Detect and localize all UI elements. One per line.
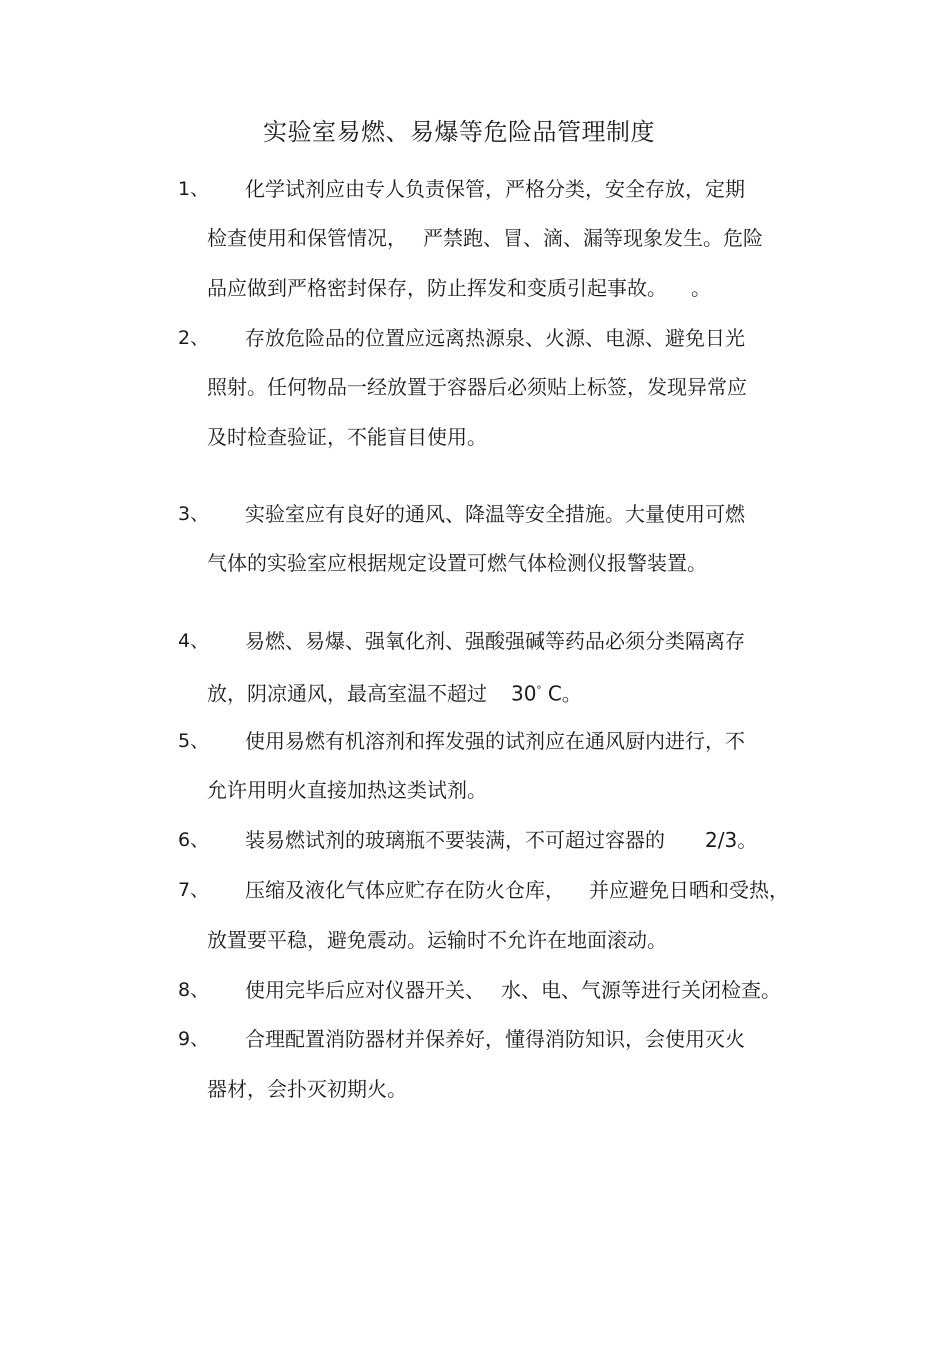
- item-text-segment: 使用完毕后应对仪器开关、: [245, 978, 485, 1002]
- item-text-segment: 并应避免日晒和受热，: [589, 878, 789, 902]
- fraction-value: 2/3。: [705, 828, 758, 852]
- item-number: 4、: [178, 630, 210, 652]
- item-text-line: 合理配置消防器材并保养好，懂得消防知识，会使用灭火: [245, 1027, 745, 1051]
- temperature-value: 30: [511, 681, 537, 706]
- item-text-line: 使用易燃有机溶剂和挥发强的试剂应在通风厨内进行，不: [245, 729, 745, 753]
- item-number: 2、: [178, 327, 210, 349]
- item-number: 8、: [178, 979, 210, 1001]
- item-text-segment: 检查使用和保管情况，: [207, 226, 407, 250]
- item-text-line: 实验室应有良好的通风、降温等安全措施。大量使用可燃: [245, 502, 745, 526]
- item-text-line: 及时检查验证，不能盲目使用。: [207, 425, 487, 449]
- item-text-line: 气体的实验室应根据规定设置可燃气体检测仪报警装置。: [207, 551, 707, 575]
- document-title: 实验室易燃、易爆等危险品管理制度: [263, 118, 655, 146]
- item-text-line: 易燃、易爆、强氧化剂、强酸强碱等药品必须分类隔离存: [245, 629, 745, 653]
- item-text-line: 放置要平稳，避免震动。运输时不允许在地面滚动。: [207, 928, 667, 952]
- item-number: 3、: [178, 503, 210, 525]
- item-number: 9、: [178, 1028, 210, 1050]
- temperature-unit: C。: [547, 681, 582, 706]
- item-text-segment: 水、电、气源等进行关闭检查。: [501, 978, 781, 1002]
- item-number: 1、: [178, 178, 210, 200]
- item-text-segment: 装易燃试剂的玻璃瓶不要装满，不可超过容器的: [245, 828, 665, 852]
- item-text-line: 化学试剂应由专人负责保管，严格分类，安全存放，定期: [245, 177, 745, 201]
- item-text-line: [207, 677, 582, 708]
- item-number: 6、: [178, 829, 210, 851]
- item-text-line: [207, 224, 763, 252]
- item-number: 7、: [178, 879, 210, 901]
- degree-symbol: °: [536, 685, 542, 696]
- item-text-segment: 放，阴凉通风，最高室温不超过: [207, 681, 487, 706]
- item-text-line: 存放危险品的位置应远离热源泉、火源、电源、避免日光: [245, 326, 745, 350]
- item-text-line: 照射。任何物品一经放置于容器后必须贴上标签，发现异常应: [207, 375, 747, 399]
- item-text-segment: 严禁跑、冒、滴、漏等现象发生。危险: [423, 226, 763, 250]
- item-text-line: 允许用明火直接加热这类试剂。: [207, 778, 487, 802]
- item-text-line: [245, 876, 789, 904]
- item-number: 5、: [178, 730, 210, 752]
- item-text-line: [245, 826, 757, 854]
- item-text-segment: 。: [691, 276, 711, 300]
- item-text-segment: 品应做到严格密封保存，防止挥发和变质引起事故。: [207, 276, 667, 300]
- item-text-segment: 压缩及液化气体应贮存在防火仓库，: [245, 878, 565, 902]
- item-text-line: 器材，会扑灭初期火。: [207, 1077, 407, 1101]
- item-text-line: [245, 976, 781, 1004]
- item-text-line: [207, 274, 711, 302]
